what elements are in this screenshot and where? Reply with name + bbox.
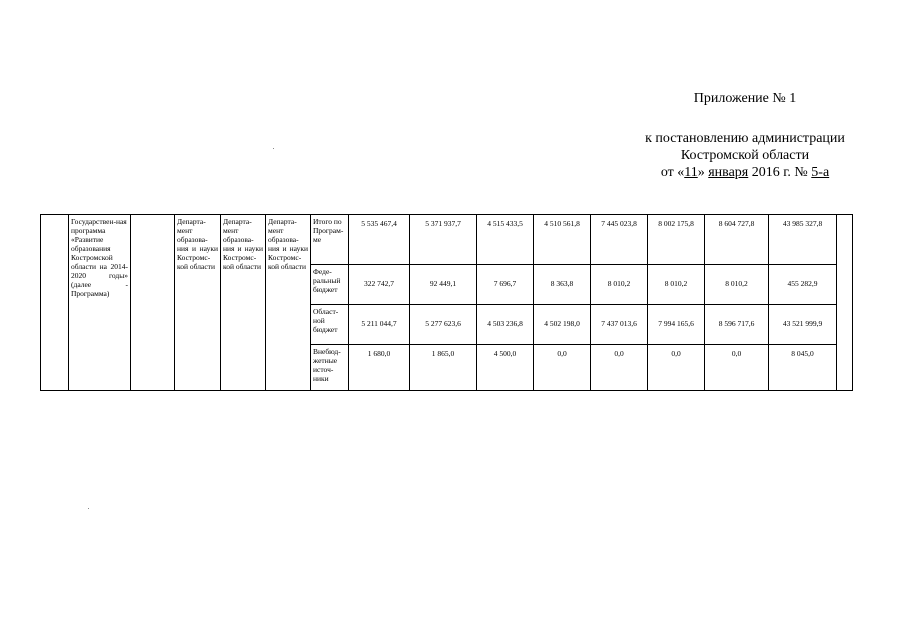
source-cell: Внебюд-жетные источ-ники (311, 345, 349, 391)
value-cell: 8 010,2 (648, 265, 705, 305)
total-cell: 8 045,0 (769, 345, 837, 391)
source-cell: Итого по Програм-ме (311, 215, 349, 265)
value-cell: 5 211 044,7 (349, 305, 410, 345)
resolution-date-line (620, 164, 870, 181)
date-month: января (708, 165, 749, 180)
date-prefix: от « (660, 165, 685, 180)
value-cell: 1 680,0 (349, 345, 410, 391)
executor-cell: Департа-мент образова-ния и науки Костромс-кой области (266, 215, 311, 391)
resolution-line-1: к постановлению администрации (645, 131, 845, 146)
value-cell: 4 503 236,8 (477, 305, 534, 345)
scan-speck (88, 508, 89, 509)
value-cell: 8 010,2 (705, 265, 769, 305)
value-cell: 5 277 623,6 (410, 305, 477, 345)
date-day: 11 (684, 165, 698, 180)
source-cell: Феде-ральный бюджет (311, 265, 349, 305)
value-cell: 92 449,1 (410, 265, 477, 305)
value-cell: 5 535 467,4 (349, 215, 410, 265)
value-cell: 1 865,0 (410, 345, 477, 391)
program-name-cell: Государствен-ная программа «Развитие образования Костромской области на 2014-2020 годы» (далее - Программа) (69, 215, 131, 391)
resolution-line-2: Костромской области (680, 148, 810, 163)
value-cell: 7 994 165,6 (648, 305, 705, 345)
total-cell: 43 521 999,9 (769, 305, 837, 345)
value-cell: 8 002 175,8 (648, 215, 705, 265)
value-cell: 4 502 198,0 (534, 305, 591, 345)
value-cell: 4 500,0 (477, 345, 534, 391)
value-cell: 4 515 433,5 (477, 215, 534, 265)
total-cell: 43 985 327,8 (769, 215, 837, 265)
value-cell: 5 371 937,7 (410, 215, 477, 265)
blank-cell (837, 215, 853, 391)
value-cell: 0,0 (648, 345, 705, 391)
value-cell: 0,0 (591, 345, 648, 391)
resolution-reference (620, 130, 870, 181)
source-cell: Област-ной бюджет (311, 305, 349, 345)
value-cell: 8 596 717,6 (705, 305, 769, 345)
value-cell: 0,0 (534, 345, 591, 391)
value-cell: 0,0 (705, 345, 769, 391)
date-number: 5-а (811, 165, 830, 180)
table-row (41, 215, 853, 265)
value-cell: 7 696,7 (477, 265, 534, 305)
value-cell: 8 604 727,8 (705, 215, 769, 265)
total-cell: 455 282,9 (769, 265, 837, 305)
budget-table (40, 214, 853, 391)
appendix-label: Приложение № 1 (693, 91, 797, 106)
blank-cell (131, 215, 175, 391)
value-cell: 4 510 561,8 (534, 215, 591, 265)
scan-speck (273, 148, 274, 149)
value-cell: 8 010,2 (591, 265, 648, 305)
blank-cell (41, 215, 69, 391)
date-year: 2016 г. № (748, 165, 812, 180)
appendix-title (620, 90, 870, 107)
value-cell: 7 437 013,6 (591, 305, 648, 345)
value-cell: 7 445 023,8 (591, 215, 648, 265)
value-cell: 8 363,8 (534, 265, 591, 305)
executor-cell: Департа-мент образова-ния и науки Костромс-кой области (175, 215, 221, 391)
executor-cell: Департа-мент образова-ния и науки Костромс-кой области (221, 215, 266, 391)
date-mid: » (697, 165, 709, 180)
value-cell: 322 742,7 (349, 265, 410, 305)
